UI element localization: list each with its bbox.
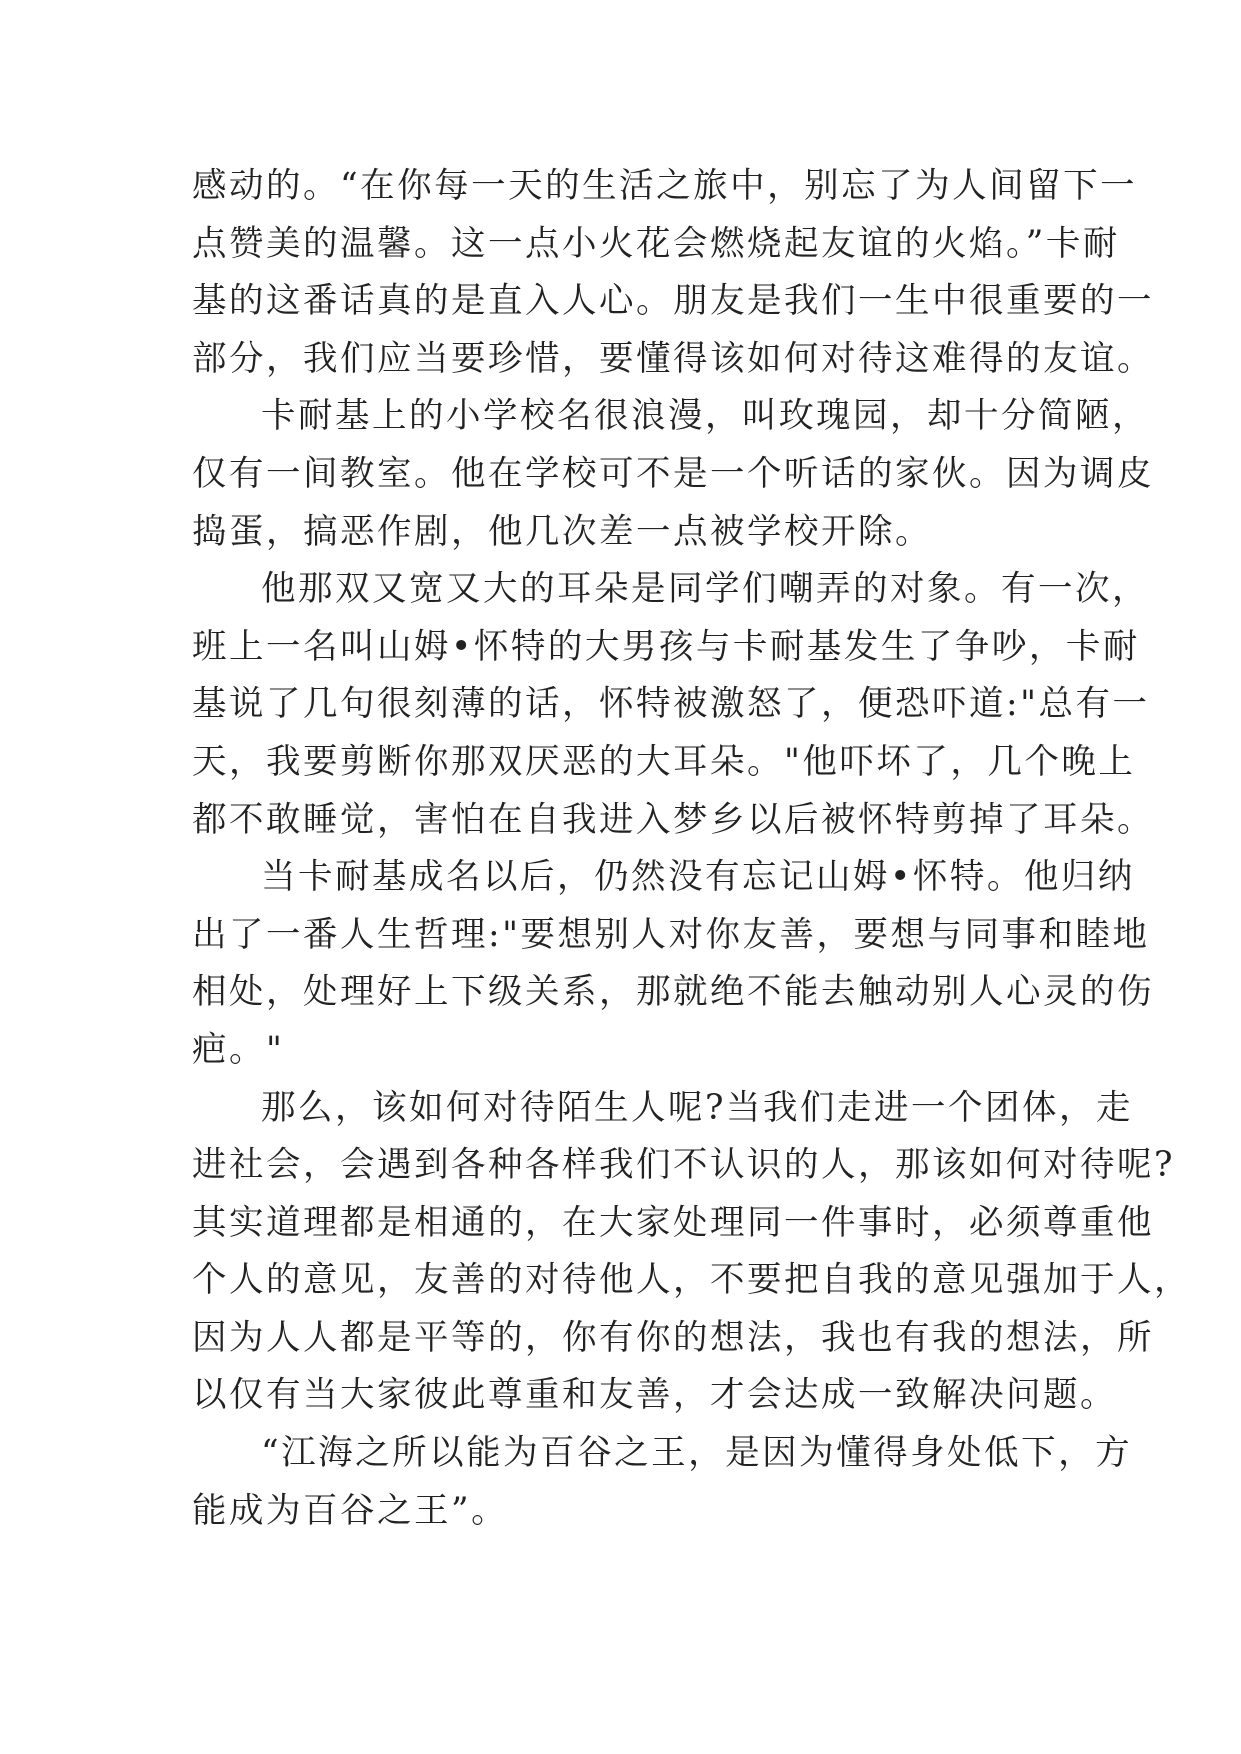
text-line: 班上一名叫山姆•怀特的大男孩与卡耐基发生了争吵，卡耐 <box>192 626 1140 667</box>
text-line: 仅有一间教室。他在学校可不是一个听话的家伙。因为调皮 <box>192 453 1154 494</box>
text-line: 其实道理都是相通的，在大家处理同一件事时，必须尊重他 <box>192 1202 1154 1243</box>
text-line: 他那双又宽又大的耳朵是同学们嘲弄的对象。有一次， <box>261 569 1149 610</box>
text-line: 能成为百谷之王”。 <box>192 1490 509 1531</box>
text-line: 当卡耐基成名以后，仍然没有忘记山姆•怀特。他归纳 <box>261 857 1135 898</box>
text-line: 那么，该如何对待陌生人呢?当我们走进一个团体，走 <box>261 1087 1133 1128</box>
text-line: 卡耐基上的小学校名很浪漫，叫玫瑰园，却十分简陋， <box>261 396 1149 437</box>
text-line: 感动的。“在你每一天的生活之旅中，别忘了为人间留下一 <box>192 166 1138 206</box>
text-line: “江海之所以能为百谷之王，是因为懂得身处低下，方 <box>261 1433 1133 1474</box>
text-line: 个人的意见，友善的对待他人，不要把自我的意见强加于人， <box>192 1260 1191 1301</box>
text-line: 点赞美的温馨。这一点小火花会燃烧起友谊的火焰。”卡耐 <box>192 223 1120 264</box>
text-line: 出了一番人生哲理:"要想别人对你友善，要想与同事和睦地 <box>192 914 1150 955</box>
text-line: 进社会，会遇到各种各样我们不认识的人，那该如何对待呢? <box>192 1145 1175 1186</box>
text-line: 基的这番话真的是直入人心。朋友是我们一生中很重要的一 <box>192 281 1154 322</box>
text-line: 捣蛋，搞恶作剧，他几次差一点被学校开除。 <box>192 511 932 552</box>
text-line: 疤。" <box>192 1029 285 1070</box>
text-line: 部分，我们应当要珍惜，要懂得该如何对待这难得的友谊。 <box>192 338 1154 379</box>
text-line: 基说了几句很刻薄的话，怀特被激怒了，便恐吓道:"总有一 <box>192 684 1150 725</box>
body-text <box>192 158 1191 1540</box>
text-line: 天，我要剪断你那双厌恶的大耳朵。"他吓坏了，几个晚上 <box>192 741 1136 782</box>
text-line: 因为人人都是平等的，你有你的想法，我也有我的想法，所 <box>192 1317 1154 1358</box>
text-line: 都不敢睡觉，害怕在自我进入梦乡以后被怀特剪掉了耳朵。 <box>192 799 1154 840</box>
text-line: 相处，处理好上下级关系，那就绝不能去触动别人心灵的伤 <box>192 972 1154 1013</box>
text-line: 以仅有当大家彼此尊重和友善，才会达成一致解决问题。 <box>192 1375 1117 1416</box>
